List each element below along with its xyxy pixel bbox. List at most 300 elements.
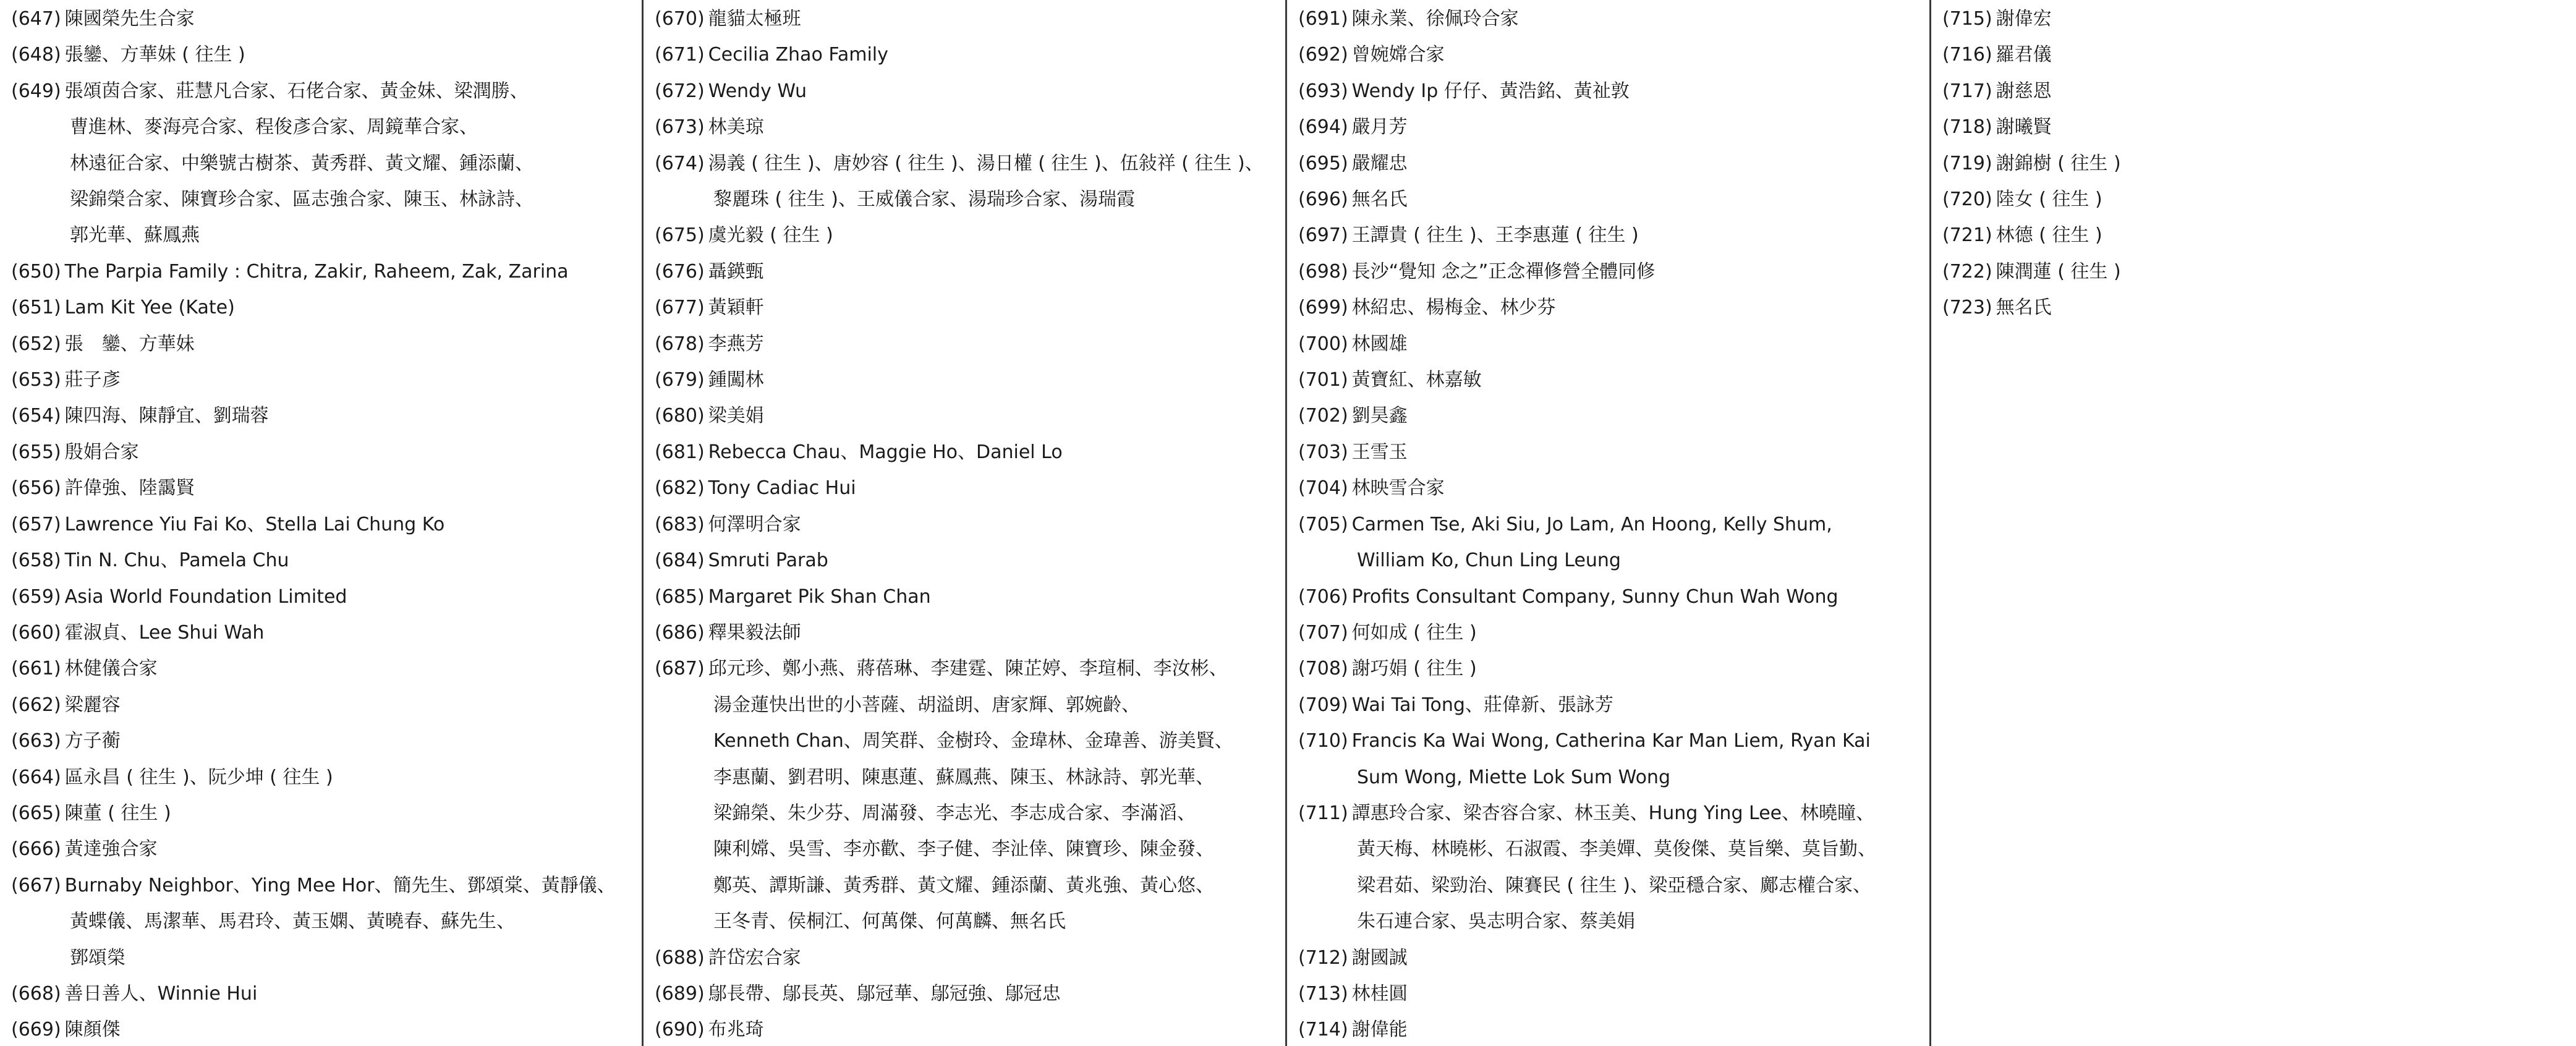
donor-entry xyxy=(655,218,1279,253)
donor-names: 曾婉嫦合家 xyxy=(1351,44,1445,66)
donor-names: Asia World Foundation Limited xyxy=(64,585,347,608)
donor-names: 霍淑貞、Lee Shui Wah xyxy=(64,621,265,644)
donor-entry-line xyxy=(1942,254,2570,290)
donor-entry-line xyxy=(655,940,1279,976)
donor-names: Lam Kit Yee (Kate) xyxy=(64,297,235,319)
donor-entry-continuation xyxy=(11,182,635,218)
donor-names: 方子蘅 xyxy=(64,730,121,752)
entry-number: (714) xyxy=(1298,1019,1348,1041)
entry-number: (687) xyxy=(655,658,705,680)
donor-names: 湯義 ( 往生 )、唐妙容 ( 往生 )、湯日權 ( 往生 )、伍敍祥 ( 往生 )、 xyxy=(708,152,1264,174)
entry-number: (682) xyxy=(655,477,705,500)
donor-names: 梁錦榮、朱少芬、周滿發、李志光、李志成合家、李滿滔、 xyxy=(713,802,1196,824)
entry-number: (651) xyxy=(11,297,61,319)
donor-names: 釋果毅法師 xyxy=(708,621,801,644)
donor-entry xyxy=(655,470,1279,506)
entry-number: (690) xyxy=(655,1019,705,1041)
donor-entry-line xyxy=(655,254,1279,290)
donor-entry-line xyxy=(11,254,635,290)
entry-number: (649) xyxy=(11,80,61,102)
donor-entry-line xyxy=(655,507,1279,543)
donor-names: 劉昊鑫 xyxy=(1351,405,1408,427)
donor-entry-line xyxy=(655,146,1279,182)
donor-entry-line xyxy=(1942,146,2570,182)
donor-names: 王雪玉 xyxy=(1351,441,1408,463)
donor-names: 謝曦賢 xyxy=(1996,116,2052,138)
donor-names: 區永昌 ( 往生 )、阮少坤 ( 往生 ) xyxy=(64,766,333,788)
donor-names: Smruti Parab xyxy=(708,550,828,572)
entry-number: (711) xyxy=(1298,802,1348,824)
entry-number: (664) xyxy=(11,766,61,788)
donor-names: 黃天梅、林曉彬、石淑霞、李美嬋、莫俊傑、莫旨樂、莫旨勤、 xyxy=(1357,838,1876,861)
donor-entry xyxy=(11,543,635,579)
donor-entry-continuation xyxy=(11,218,635,253)
donor-entry xyxy=(1298,940,1923,976)
donor-entry xyxy=(655,1012,1279,1046)
entry-number: (697) xyxy=(1298,224,1348,247)
donor-names: Tin N. Chu、Pamela Chu xyxy=(64,550,289,572)
donor-entry-line xyxy=(1298,37,1923,73)
donor-entry xyxy=(1298,362,1923,398)
donor-names: 黎麗珠 ( 往生 )、王威儀合家、湯瑞珍合家、湯瑞霞 xyxy=(713,189,1136,211)
donor-entry-continuation xyxy=(655,868,1279,904)
donor-entry xyxy=(11,435,635,470)
donor-entry-line xyxy=(1298,579,1923,615)
donor-names: 嚴月芳 xyxy=(1351,116,1408,138)
entry-number: (694) xyxy=(1298,116,1348,138)
entry-number: (716) xyxy=(1942,44,1992,66)
entry-number: (715) xyxy=(1942,8,1992,30)
donor-entry-line xyxy=(1298,940,1923,976)
donor-entry-line xyxy=(1298,976,1923,1012)
donor-names: 謝慈恩 xyxy=(1996,80,2052,102)
donor-entry xyxy=(11,254,635,290)
entry-number: (665) xyxy=(11,802,61,824)
donor-entry-line xyxy=(11,543,635,579)
donor-names: Wai Tai Tong、莊偉新、張詠芳 xyxy=(1351,694,1613,716)
donor-entry-continuation xyxy=(11,904,635,940)
donor-entry xyxy=(1298,976,1923,1012)
entry-number: (709) xyxy=(1298,694,1348,716)
entry-number: (691) xyxy=(1298,8,1348,30)
donor-entry-continuation xyxy=(655,831,1279,867)
entry-number: (706) xyxy=(1298,585,1348,608)
donor-names: 謝巧娟 ( 往生 ) xyxy=(1351,658,1477,680)
entry-number: (671) xyxy=(655,44,705,66)
entry-number: (719) xyxy=(1942,152,1992,174)
donor-entry xyxy=(1298,435,1923,470)
entry-number: (688) xyxy=(655,946,705,969)
donor-entry xyxy=(655,940,1279,976)
donor-entry-line xyxy=(1942,74,2570,109)
entry-number: (654) xyxy=(11,405,61,427)
donor-names: 李燕芳 xyxy=(708,333,764,355)
donor-entry-line xyxy=(1298,362,1923,398)
donor-entry-continuation xyxy=(11,940,635,976)
donor-names: The Parpia Family : Chitra, Zakir, Raheem, Zak, Zarina xyxy=(64,260,569,283)
donor-names: 朱石連合家、吳志明合家、蔡美娟 xyxy=(1357,911,1635,933)
donor-entry-line xyxy=(1298,182,1923,218)
entry-number: (677) xyxy=(655,297,705,319)
donor-entry-line xyxy=(11,796,635,831)
donor-names: Wendy Wu xyxy=(708,80,807,102)
donor-entry-line xyxy=(1298,615,1923,651)
donor-entry-line xyxy=(11,1012,635,1046)
donor-column-4 xyxy=(1931,0,2576,1046)
donor-entry-line xyxy=(11,1,635,37)
donor-names: 龍貓太極班 xyxy=(708,8,801,30)
donor-names: 林遠征合家、中樂號古樹茶、黃秀群、黃文耀、鍾添蘭、 xyxy=(70,152,533,174)
donor-names: 李惠蘭、劉君明、陳惠蓮、蘇鳳燕、陳玉、林詠詩、郭光華、 xyxy=(713,766,1214,788)
donor-entry-line xyxy=(1298,398,1923,434)
donor-names: 梁麗容 xyxy=(64,694,121,716)
donor-names: 梁錦榮合家、陳寶珍合家、區志強合家、陳玉、林詠詩、 xyxy=(70,189,533,211)
donor-entry-continuation xyxy=(655,760,1279,796)
donor-entry xyxy=(1298,687,1923,723)
donor-entry-line xyxy=(11,326,635,362)
donor-entry xyxy=(1298,796,1923,940)
entry-number: (659) xyxy=(11,585,61,608)
donor-entry-line xyxy=(655,290,1279,326)
donor-entry-line xyxy=(1298,651,1923,687)
entry-number: (672) xyxy=(655,80,705,102)
donor-entry xyxy=(11,687,635,723)
donor-names: 嚴耀忠 xyxy=(1351,152,1408,174)
donor-names: 鄧頌榮 xyxy=(70,946,125,969)
donor-entry xyxy=(1298,398,1923,434)
donor-entry-line xyxy=(655,37,1279,73)
entry-number: (708) xyxy=(1298,658,1348,680)
donor-names: 謝偉能 xyxy=(1351,1019,1408,1041)
entry-number: (689) xyxy=(655,982,705,1005)
donor-entry-line xyxy=(655,1012,1279,1046)
donor-entry-continuation xyxy=(1298,760,1923,796)
donor-names: 陳利嫦、吳雪、李亦歡、李子健、李沚倖、陳寶珍、陳金發、 xyxy=(713,838,1214,861)
donor-names: 謝偉宏 xyxy=(1996,8,2052,30)
donor-entry-line xyxy=(11,687,635,723)
donor-names: 林健儀合家 xyxy=(64,658,158,680)
donor-names: 林國雄 xyxy=(1351,333,1408,355)
donor-names: 聶鍈甄 xyxy=(708,260,764,283)
entry-number: (723) xyxy=(1942,297,1992,319)
donor-entry-continuation xyxy=(655,182,1279,218)
entry-number: (663) xyxy=(11,730,61,752)
donor-names: 湯金蓮快出世的小菩薩、胡溢朗、唐家輝、郭婉齡、 xyxy=(713,694,1140,716)
donor-entry xyxy=(11,723,635,759)
donor-entry xyxy=(11,1012,635,1046)
donor-entry xyxy=(655,435,1279,470)
donor-entry-line xyxy=(655,109,1279,145)
entry-number: (674) xyxy=(655,152,705,174)
donor-names: 羅君儀 xyxy=(1996,44,2052,66)
entry-number: (652) xyxy=(11,333,61,355)
donor-entry-line xyxy=(1298,218,1923,253)
donor-entry xyxy=(1298,37,1923,73)
entry-number: (698) xyxy=(1298,260,1348,283)
entry-number: (705) xyxy=(1298,513,1348,535)
donor-entry-line xyxy=(1298,74,1923,109)
donor-names: 鍾闖林 xyxy=(708,369,764,391)
donor-names: 陳國榮先生合家 xyxy=(64,8,195,30)
donor-entry-line xyxy=(11,651,635,687)
donor-names: 黃蝶儀、馬潔華、馬君玲、黃玉嫻、黃曉春、蘇先生、 xyxy=(70,911,515,933)
donor-entry-line xyxy=(11,362,635,398)
entry-number: (673) xyxy=(655,116,705,138)
donor-names: 長沙“覺知 念之”正念禪修營全體同修 xyxy=(1351,260,1656,283)
donor-names: 林紹忠、楊梅金、林少芬 xyxy=(1351,297,1556,319)
entry-number: (722) xyxy=(1942,260,1992,283)
donor-names: 曹進林、麥海亮合家、程俊彥合家、周鏡華合家、 xyxy=(70,116,478,138)
donor-entry xyxy=(11,760,635,796)
donor-entry-line xyxy=(1942,37,2570,73)
donor-entry xyxy=(655,326,1279,362)
donor-names: 陸女 ( 往生 ) xyxy=(1996,189,2102,211)
donor-entry xyxy=(1298,615,1923,651)
donor-entry-continuation xyxy=(1298,543,1923,579)
donor-entry-line xyxy=(655,435,1279,470)
donor-names: 張頌茵合家、莊慧凡合家、石佬合家、黃金妹、梁潤勝、 xyxy=(64,80,529,102)
donor-entry xyxy=(1298,651,1923,687)
donor-names: 虞光毅 ( 往生 ) xyxy=(708,224,833,247)
donor-entry xyxy=(1298,254,1923,290)
donor-entry-line xyxy=(11,579,635,615)
donor-entry xyxy=(11,976,635,1012)
donor-entry xyxy=(1298,579,1923,615)
donor-entry xyxy=(655,507,1279,543)
entry-number: (660) xyxy=(11,621,61,644)
donor-entry-line xyxy=(11,435,635,470)
donor-names: 何如成 ( 往生 ) xyxy=(1351,621,1477,644)
donor-names: 林映雪合家 xyxy=(1351,477,1445,500)
donor-entry-continuation xyxy=(11,109,635,145)
donor-names: 梁美娟 xyxy=(708,405,764,427)
donor-entry xyxy=(11,470,635,506)
donor-column-1 xyxy=(0,0,644,1046)
entry-number: (717) xyxy=(1942,80,1992,102)
entry-number: (686) xyxy=(655,621,705,644)
donor-entry xyxy=(655,651,1279,940)
donor-entry-line xyxy=(1298,687,1923,723)
entry-number: (710) xyxy=(1298,730,1348,752)
donor-entry xyxy=(655,37,1279,73)
donor-entry-line xyxy=(655,976,1279,1012)
donor-entry-line xyxy=(1942,109,2570,145)
donor-names: 林美琼 xyxy=(708,116,764,138)
donor-entry-line xyxy=(11,398,635,434)
donor-column-3 xyxy=(1287,0,1931,1046)
donor-entry-continuation xyxy=(11,146,635,182)
donor-names: 善日善人、Winnie Hui xyxy=(64,982,258,1005)
donor-entry xyxy=(655,398,1279,434)
entry-number: (662) xyxy=(11,694,61,716)
donor-entry-continuation xyxy=(1298,831,1923,867)
donor-entry xyxy=(1298,326,1923,362)
donor-entry xyxy=(1298,74,1923,109)
donor-entry xyxy=(11,507,635,543)
donor-entry-line xyxy=(11,37,635,73)
donor-entry-line xyxy=(655,362,1279,398)
donor-names: 殷娟合家 xyxy=(64,441,139,463)
donor-entry xyxy=(11,796,635,831)
donor-entry-line xyxy=(1298,435,1923,470)
donor-names: 鄭英、譚斯謙、黃秀群、黃文耀、鍾添蘭、黃兆強、黃心悠、 xyxy=(713,874,1214,896)
donor-entry xyxy=(1298,109,1923,145)
entry-number: (693) xyxy=(1298,80,1348,102)
donor-entry-line xyxy=(11,470,635,506)
entry-number: (668) xyxy=(11,982,61,1005)
donor-entry xyxy=(1298,470,1923,506)
donor-entry xyxy=(655,146,1279,218)
entry-number: (701) xyxy=(1298,369,1348,391)
donor-entry xyxy=(1942,1,2570,37)
donor-entry-line xyxy=(1298,290,1923,326)
donor-names: 梁君茹、梁勁治、陳賽民 ( 往生 )、梁亞穩合家、鄺志權合家、 xyxy=(1357,874,1872,896)
donor-entry xyxy=(1298,1012,1923,1046)
donor-entry xyxy=(11,290,635,326)
donor-entry-line xyxy=(1298,326,1923,362)
donor-entry xyxy=(11,579,635,615)
donor-entry-line xyxy=(655,326,1279,362)
donor-names: Carmen Tse, Aki Siu, Jo Lam, An Hoong, Kelly Shum, xyxy=(1351,513,1832,535)
entry-number: (707) xyxy=(1298,621,1348,644)
donor-entry-line xyxy=(11,507,635,543)
donor-names: 邱元珍、鄭小燕、蔣蓓琳、李建霆、陳芷婷、李瑄桐、李汝彬、 xyxy=(708,658,1228,680)
donor-entry-line xyxy=(11,74,635,109)
donor-entry-line xyxy=(11,976,635,1012)
donor-names: 黃穎軒 xyxy=(708,297,764,319)
donor-entry xyxy=(11,831,635,867)
donor-entry-line xyxy=(1942,218,2570,253)
donor-names: Kenneth Chan、周笑群、金樹玲、金瑋林、金瑋善、游美賢、 xyxy=(713,730,1233,752)
donor-entry-line xyxy=(1298,796,1923,831)
entry-number: (679) xyxy=(655,369,705,391)
donor-entry xyxy=(1942,290,2570,326)
donor-names: 許偉強、陸靄賢 xyxy=(64,477,195,500)
donor-entry xyxy=(655,615,1279,651)
donor-entry xyxy=(655,1,1279,37)
donor-entry-line xyxy=(1298,470,1923,506)
donor-entry-line xyxy=(655,579,1279,615)
entry-number: (700) xyxy=(1298,333,1348,355)
entry-number: (666) xyxy=(11,838,61,861)
donor-names: 王冬青、侯桐江、何萬傑、何萬麟、無名氏 xyxy=(713,911,1066,933)
donor-names: William Ko, Chun Ling Leung xyxy=(1357,550,1621,572)
entry-number: (681) xyxy=(655,441,705,463)
donor-entry-line xyxy=(655,74,1279,109)
donor-names: 譚惠玲合家、梁杏容合家、林玉美、Hung Ying Lee、林曉瞳、 xyxy=(1351,802,1875,824)
donor-entry-line xyxy=(1298,723,1923,759)
donor-names: 布兆琦 xyxy=(708,1019,764,1041)
donor-entry-line xyxy=(1298,109,1923,145)
donor-entry xyxy=(1942,146,2570,182)
donor-entry xyxy=(1942,37,2570,73)
donor-names: Tony Cadiac Hui xyxy=(708,477,856,500)
entry-number: (657) xyxy=(11,513,61,535)
donor-entry xyxy=(11,651,635,687)
entry-number: (721) xyxy=(1942,224,1992,247)
donor-names: 王譚貴 ( 往生 )、王李惠蓮 ( 往生 ) xyxy=(1351,224,1639,247)
donor-names: 謝國誠 xyxy=(1351,946,1408,969)
donor-names: 林德 ( 往生 ) xyxy=(1996,224,2102,247)
donor-entry xyxy=(1298,507,1923,579)
donor-names: 郭光華、蘇鳳燕 xyxy=(70,224,200,247)
entry-number: (655) xyxy=(11,441,61,463)
donor-entry xyxy=(11,615,635,651)
entry-number: (683) xyxy=(655,513,705,535)
donor-names: Sum Wong, Miette Lok Sum Wong xyxy=(1357,766,1670,788)
donor-entry xyxy=(11,398,635,434)
donor-entry-line xyxy=(1298,146,1923,182)
donor-entry-line xyxy=(1942,1,2570,37)
donor-names: Burnaby Neighbor、Ying Mee Hor、簡先生、鄧頌棠、黃靜儀、 xyxy=(64,874,616,896)
donor-names: 陳潤蓮 ( 往生 ) xyxy=(1996,260,2121,283)
donor-entry xyxy=(655,579,1279,615)
donor-names: 謝錦樹 ( 往生 ) xyxy=(1996,152,2121,174)
donor-entry xyxy=(1298,146,1923,182)
entry-number: (696) xyxy=(1298,189,1348,211)
entry-number: (712) xyxy=(1298,946,1348,969)
donor-names: Lawrence Yiu Fai Ko、Stella Lai Chung Ko xyxy=(64,513,445,535)
entry-number: (680) xyxy=(655,405,705,427)
donor-entry xyxy=(1942,74,2570,109)
donor-names: 林桂圓 xyxy=(1351,982,1408,1005)
donor-names: 張鑾、方華妹 ( 往生 ) xyxy=(64,44,245,66)
donor-entry-line xyxy=(11,723,635,759)
donor-entry xyxy=(655,543,1279,579)
donor-names: 無名氏 xyxy=(1351,189,1408,211)
donor-entry-line xyxy=(11,290,635,326)
entry-number: (684) xyxy=(655,550,705,572)
entry-number: (678) xyxy=(655,333,705,355)
entry-number: (656) xyxy=(11,477,61,500)
donor-entry-continuation xyxy=(1298,868,1923,904)
entry-number: (670) xyxy=(655,8,705,30)
donor-entry-line xyxy=(1298,1012,1923,1046)
donor-names: 陳永業、徐佩玲合家 xyxy=(1351,8,1519,30)
donor-entry-continuation xyxy=(655,796,1279,831)
donor-entry xyxy=(11,37,635,73)
donor-entry xyxy=(1942,218,2570,253)
donor-entry xyxy=(1298,723,1923,796)
entry-number: (661) xyxy=(11,658,61,680)
entry-number: (702) xyxy=(1298,405,1348,427)
donor-entry-line xyxy=(655,543,1279,579)
entry-number: (704) xyxy=(1298,477,1348,500)
donor-entry-continuation xyxy=(655,723,1279,759)
donor-names: 何澤明合家 xyxy=(708,513,801,535)
donor-entry-line xyxy=(1942,182,2570,218)
donor-column-2 xyxy=(644,0,1287,1046)
entry-number: (695) xyxy=(1298,152,1348,174)
donor-entry-line xyxy=(655,470,1279,506)
entry-number: (648) xyxy=(11,44,61,66)
donor-entry xyxy=(655,362,1279,398)
donor-entry-continuation xyxy=(655,687,1279,723)
donor-entry-line xyxy=(11,760,635,796)
donor-names: 陳顏傑 xyxy=(64,1019,121,1041)
entry-number: (718) xyxy=(1942,116,1992,138)
donor-entry xyxy=(1942,109,2570,145)
entry-number: (650) xyxy=(11,260,61,283)
donor-entry xyxy=(655,109,1279,145)
donor-entry-line xyxy=(1298,1,1923,37)
donor-entry-line xyxy=(655,218,1279,253)
entry-number: (667) xyxy=(11,874,61,896)
donor-entry xyxy=(1298,1,1923,37)
entry-number: (676) xyxy=(655,260,705,283)
entry-number: (692) xyxy=(1298,44,1348,66)
donor-entry-line xyxy=(11,615,635,651)
